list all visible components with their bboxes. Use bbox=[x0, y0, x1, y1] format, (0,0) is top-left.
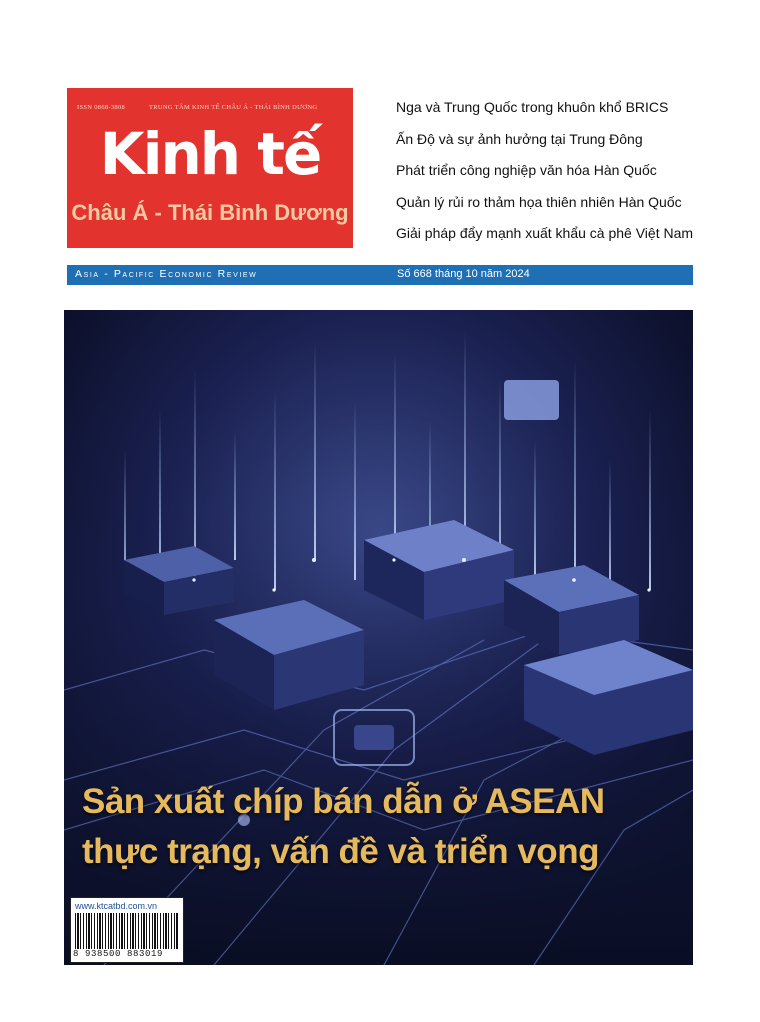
issn-number: ISSN 0868-3808 bbox=[77, 104, 126, 111]
issue-number: Số 668 tháng 10 năm 2024 bbox=[397, 268, 530, 280]
barcode-bars bbox=[75, 913, 179, 949]
website-url: www.ktcatbd.com.vn bbox=[75, 901, 158, 911]
barcode-number: 8 938500 883019 bbox=[73, 949, 164, 959]
barcode bbox=[70, 897, 184, 963]
magazine-logo bbox=[67, 88, 353, 248]
cover-headline-line1: Sản xuất chíp bán dẫn ở ASEAN bbox=[82, 782, 605, 821]
headline-item: Quản lý rủi ro thảm họa thiên nhiên Hàn Quốc bbox=[396, 193, 682, 210]
headline-item: Ấn Độ và sự ảnh hưởng tại Trung Đông bbox=[396, 130, 643, 147]
cover-headline-line2: thực trạng, vấn đề và triển vọng bbox=[82, 832, 599, 871]
cover-headlines bbox=[396, 96, 716, 254]
magazine-title: Kinh tế bbox=[99, 120, 321, 188]
title-band bbox=[67, 265, 693, 285]
english-title: Asia - Pacific Economic Review bbox=[75, 268, 258, 280]
headline-item: Nga và Trung Quốc trong khuôn khổ BRICS bbox=[396, 99, 669, 115]
headline-item: Giải pháp đẩy mạnh xuất khẩu cà phê Việt Nam bbox=[396, 225, 694, 241]
headline-item: Phát triển công nghiệp văn hóa Hàn Quốc bbox=[396, 162, 657, 178]
publisher-name: TRUNG TÂM KINH TẾ CHÂU Á - THÁI BÌNH DƯƠNG bbox=[149, 104, 318, 111]
magazine-subtitle: Châu Á - Thái Bình Dương bbox=[71, 200, 349, 225]
